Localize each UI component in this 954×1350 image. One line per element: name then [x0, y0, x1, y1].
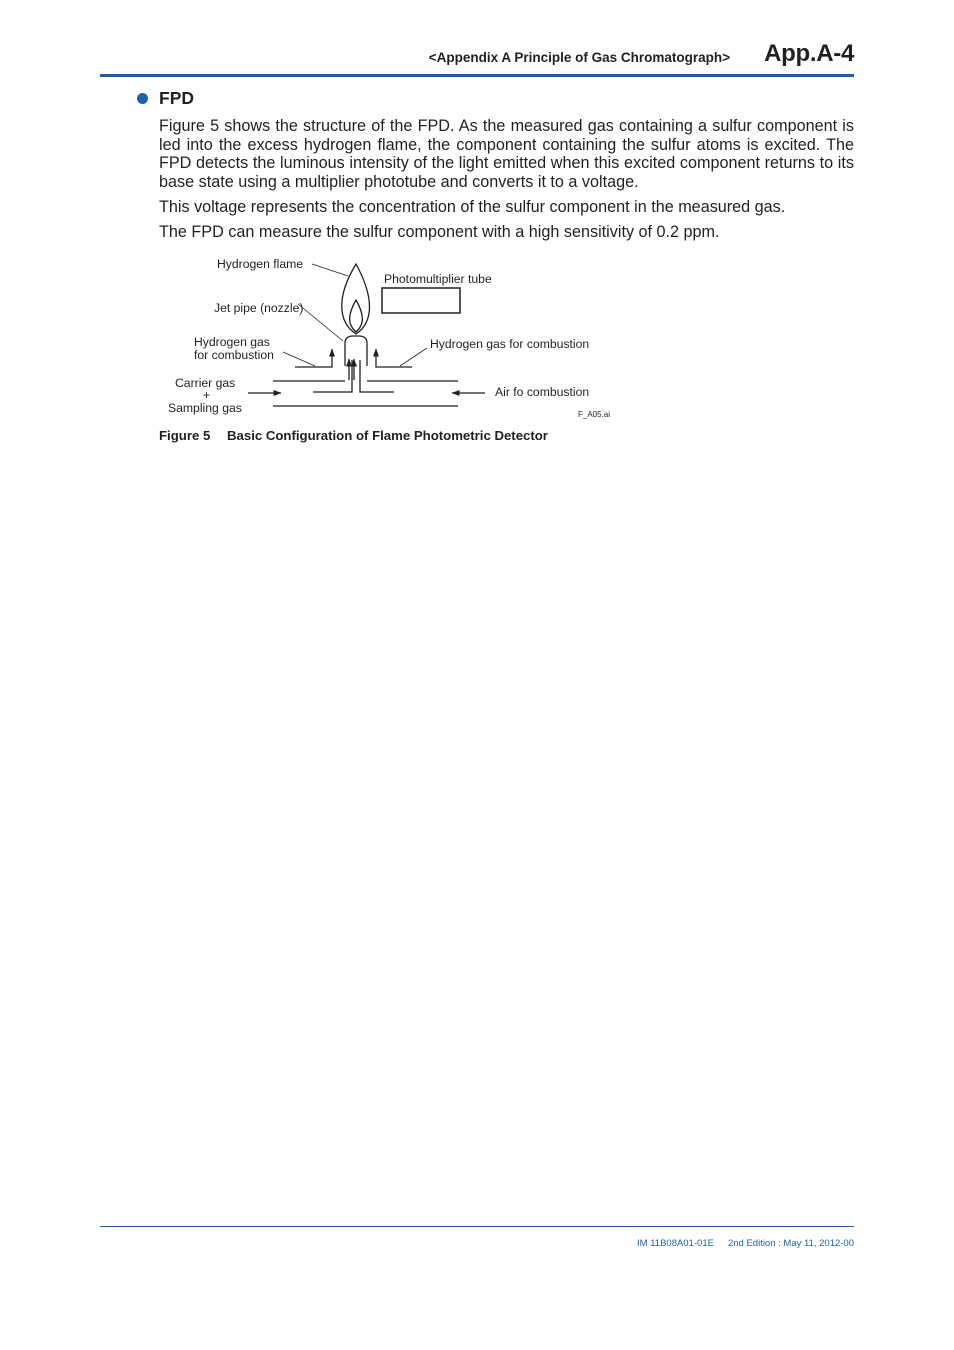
page-header [100, 40, 854, 74]
header-rule [100, 74, 854, 77]
label-sampling-gas: Sampling gas [168, 401, 242, 415]
label-hydrogen-gas-left-2: for combustion [194, 348, 274, 362]
flame-inner-shape [350, 300, 363, 332]
section-heading-text: FPD [159, 88, 194, 108]
page-number: App.A-4 [764, 40, 854, 67]
label-plus: + [203, 388, 211, 402]
label-carrier-gas: Carrier gas [175, 376, 236, 390]
bullet-icon [137, 93, 148, 104]
footer-edition: 2nd Edition : May 11, 2012-00 [727, 1238, 854, 1249]
figure-caption-text: Basic Configuration of Flame Photometric Detector [227, 428, 548, 443]
hydrogen-inlet-right [376, 349, 412, 367]
figure-caption [159, 428, 548, 443]
label-jet-pipe: Jet pipe (nozzle) [214, 301, 304, 315]
leader-hydrogen-left [283, 352, 315, 366]
label-hydrogen-gas-left-1: Hydrogen gas [194, 335, 270, 349]
leader-hydrogen-right [400, 348, 427, 366]
photomultiplier-tube-box [382, 288, 460, 313]
label-photomultiplier-tube: Photomultiplier tube [384, 272, 492, 286]
figure-caption-number: Figure 5 [159, 428, 211, 443]
page-footer [637, 1238, 854, 1249]
label-air: Air fo combustion [495, 385, 590, 399]
paragraph-3: The FPD can measure the sulfur component with a high sensitivity of 0.2 ppm. [159, 223, 720, 241]
inner-channel-right [360, 360, 394, 392]
label-hydrogen-flame: Hydrogen flame [217, 257, 304, 271]
footer-rule [100, 1226, 854, 1227]
leader-hydrogen-flame [312, 264, 348, 276]
label-hydrogen-gas-right: Hydrogen gas for combustion [430, 337, 590, 351]
label-file-name: F_A05.ai [578, 410, 611, 419]
paragraph-1: Figure 5 shows the structure of the FPD. As the measured gas containing a sulfur component is led into the excess hydrogen flame, the component containing the sulfur atoms is excited. The FPD detects the luminous intensity of the light emitted when this excited component returns to its base state using a multiplier phototube and converts it to a voltage. [159, 117, 854, 191]
leader-jet-pipe [298, 304, 343, 341]
footer-doc-id: IM 11B08A01-01E [637, 1238, 714, 1249]
hydrogen-inlet-left [295, 349, 332, 367]
fpd-diagram [160, 252, 630, 424]
header-title: <Appendix A Principle of Gas Chromatograph> [428, 50, 730, 65]
flame-outer-shape [342, 264, 370, 334]
jet-pipe-nozzle [345, 336, 367, 366]
paragraph-2: This voltage represents the concentration of the sulfur component in the measured gas. [159, 198, 786, 216]
